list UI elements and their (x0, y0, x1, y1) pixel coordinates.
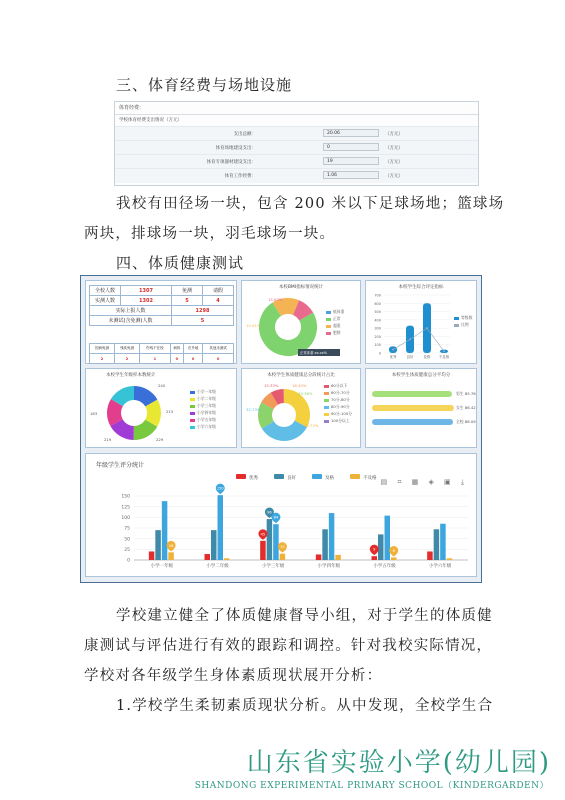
bar (162, 501, 168, 560)
bar (372, 556, 378, 560)
y-tick-label: 125 (121, 505, 130, 511)
score-pct-label: 33.36% (298, 391, 313, 396)
value-bubble-label: 18 (168, 543, 174, 548)
bar (211, 530, 217, 560)
rating-ytick: 300 (374, 326, 381, 331)
rating-category: 良好 (406, 355, 414, 359)
rating-category: 优秀 (389, 355, 397, 359)
fitness-dashboard (80, 275, 482, 583)
untested-subvalue: 0 (184, 354, 203, 364)
section-3-heading: 三、体育经费与场地设施 (116, 76, 293, 94)
exempt-value: 5 (172, 296, 203, 306)
reported-label: 实际上报人数 (90, 306, 172, 316)
row-value-field[interactable]: 0 (323, 143, 379, 151)
bar (168, 552, 174, 560)
form-subtitle: 学校体育经费支出情况（万元） (119, 118, 182, 123)
untested-subvalue: 0 (170, 354, 183, 364)
bar (391, 557, 397, 560)
y-tick-label: 50 (124, 537, 130, 543)
row-label: 支出总额： (233, 132, 256, 137)
untested-subheader: 在外地 (184, 344, 203, 354)
legend-swatch (236, 474, 246, 479)
legend-swatch (350, 474, 360, 479)
grade-count-label: 219 (104, 437, 112, 442)
bar (267, 519, 273, 560)
rating-category: 及格 (423, 355, 431, 359)
bar (280, 554, 286, 560)
score-pct-label: 40.72% (304, 423, 319, 428)
y-tick-label: 150 (121, 494, 130, 500)
school-logo-en: SHANDONG EXPERIMENTAL PRIMARY SCHOOL（KINDERGARDEN） (194, 781, 549, 791)
avg-bar-female (372, 405, 454, 411)
row-unit: （万元） (385, 132, 403, 137)
x-category-label: 小学三年级 (261, 564, 285, 569)
untested-subheader: 伤残不在校 (139, 344, 170, 354)
rating-ytick: 100 (374, 343, 381, 348)
avg-label: 女生 86.42 (456, 405, 476, 410)
legend-swatch (274, 474, 284, 479)
rating-ratio-line (393, 328, 444, 351)
school-logo-cn: 山东省实验小学(幼儿园) (246, 748, 551, 778)
bar (273, 524, 279, 560)
score-pct-label: 16.40% (292, 383, 307, 388)
school-label: 全校人数 (90, 286, 121, 296)
value-bubble-label: 84 (273, 515, 279, 520)
bar (447, 558, 453, 560)
rating-ytick: 0 (378, 351, 381, 356)
rating-ratio-point (409, 338, 411, 340)
score-title: 本校学生体质健康总分段统计占比 (267, 373, 335, 378)
legend-item: 90分-100分 (324, 411, 352, 417)
paragraph-line: 我校有田径场一块，包含 200 米以下足球场地；篮球场 (116, 196, 505, 212)
legend-item: 100分以上 (324, 418, 350, 424)
rating-legend-item: 比例 (454, 322, 469, 328)
reported-value: 1298 (172, 306, 234, 316)
section-4-heading: 四、体质健康测试 (116, 254, 245, 272)
y-tick-label: 0 (127, 558, 130, 564)
paragraph-line: 康测试与评估进行有效的跟踪和调控。针对我校实际情况， (84, 638, 493, 654)
legend-item: 小学五年级 (190, 417, 216, 423)
legend-item: 小学一年级 (190, 389, 216, 395)
rating-legend-item: 等级数 (454, 315, 472, 321)
bmi-tooltip: 正常体重:xx.xx% (300, 351, 328, 355)
grade-count-label: 215 (166, 409, 174, 414)
bar (149, 551, 155, 560)
chart-toolbox[interactable]: ▤ ⌗ ▦ ◈ ▣ ⤓ (380, 478, 468, 486)
paragraph-line: 学校建立健全了体质健康督导小组，对于学生的体质健 (116, 608, 493, 624)
avg-label: 全校 86.09 (456, 419, 476, 424)
rating-ratio-point (392, 349, 394, 351)
rating-panel (365, 280, 477, 364)
x-category-label: 小学五年级 (373, 564, 396, 569)
stats-panel (85, 280, 237, 364)
untested-subheader: 其他未测试 (203, 344, 234, 354)
bar (218, 495, 224, 560)
bmi-pct-label: 10.01% (246, 323, 261, 328)
legend-item: 小学六年级 (190, 424, 216, 430)
grade-score-title: 年级学生评分统计 (96, 462, 145, 469)
bar (316, 554, 322, 560)
x-category-label: 小学二年级 (206, 564, 229, 569)
rating-ratio-point (443, 350, 445, 352)
form-row (115, 154, 478, 169)
bar (205, 554, 211, 560)
school-value: 1307 (121, 286, 172, 296)
x-category-label: 小学一年级 (150, 564, 174, 569)
row-value-field[interactable]: 20.06 (323, 129, 379, 137)
grade-panel (85, 368, 237, 448)
untested-subvalue: 0 (203, 354, 234, 364)
bar (335, 555, 341, 560)
rating-ytick: 400 (374, 318, 381, 323)
legend-item: 小学二年级 (190, 396, 216, 402)
absent-value: 4 (203, 296, 234, 306)
legend-item: 小学四年级 (190, 410, 216, 416)
avg-panel (365, 368, 477, 448)
value-bubble-label: 150 (216, 486, 224, 491)
value-bubble-label: 96 (267, 510, 272, 515)
stats-table (89, 285, 234, 326)
row-unit: （万元） (385, 160, 403, 165)
legend-label: 优秀 (249, 476, 258, 481)
bar (155, 530, 161, 560)
untested-subvalue: 1 (139, 354, 170, 364)
bar (440, 524, 446, 560)
bmi-legend-item: 肥胖 (326, 330, 341, 336)
bmi-title: 本校BMI指标情况统计 (278, 285, 324, 290)
bar (329, 513, 335, 560)
x-category-label: 小学六年级 (428, 564, 452, 569)
score-panel (241, 368, 361, 448)
rating-ytick: 700 (374, 293, 381, 298)
legend-item: 60分以下 (324, 383, 347, 389)
x-category-label: 小学四年级 (317, 564, 341, 569)
bmi-legend-item: 正常 (326, 316, 341, 322)
score-pct-label: 15.33% (264, 383, 279, 388)
legend-label: 良好 (287, 476, 296, 481)
bmi-legend-item: 超重 (326, 323, 341, 329)
grade-count-label: 183 (90, 411, 98, 416)
funding-form (114, 101, 479, 186)
grade-score-panel (85, 453, 477, 577)
grade-title: 本校学生年级样本数统计 (106, 373, 156, 378)
absent-header: 请假 (203, 286, 234, 296)
form-title: 体育经费： (119, 105, 145, 111)
y-tick-label: 25 (124, 547, 130, 553)
bmi-pct-label: 15.63% (268, 297, 283, 302)
bmi-panel (241, 280, 361, 364)
untested-value: 5 (172, 316, 234, 326)
row-label: 体育专项器材建设支出： (206, 160, 256, 165)
untested-breakdown-table (89, 343, 234, 364)
form-row (115, 140, 478, 155)
row-value-field[interactable]: 1.06 (323, 171, 379, 179)
untested-subheader: 因病免测 (90, 344, 115, 354)
legend-label: 及格 (325, 476, 334, 481)
legend-swatch (312, 474, 322, 479)
legend-item: 80分-90分 (324, 404, 350, 410)
bar (378, 534, 384, 560)
rating-ytick: 600 (374, 301, 381, 306)
row-unit: （万元） (385, 146, 403, 151)
untested-subheader: 病休 (170, 344, 183, 354)
bar (260, 541, 266, 560)
paragraph-line: 1.学校学生柔韧素质现状分析。从中发现，全校学生合 (116, 698, 494, 714)
y-tick-label: 75 (124, 526, 130, 532)
paragraph-line: 两块，排球场一块，羽毛球场一块。 (84, 226, 336, 242)
bar (385, 516, 391, 560)
y-tick-label: 100 (121, 515, 130, 521)
grade-count-label: 229 (156, 437, 164, 442)
bar (427, 551, 433, 560)
untested-label: 未测试(含免测)人数 (90, 316, 172, 326)
form-row (115, 168, 478, 183)
value-bubble-label: 15 (280, 545, 285, 550)
rating-title: 本校学生综合评定指标 (398, 285, 444, 290)
legend-item: 小学三年级 (190, 403, 216, 409)
rating-category: 不及格 (438, 355, 450, 359)
avg-bar-male (372, 391, 452, 397)
value-bubble-label: 9 (373, 547, 376, 552)
form-row (115, 126, 478, 141)
row-unit: （万元） (385, 174, 403, 179)
rating-ratio-point (426, 327, 428, 329)
bar (434, 529, 440, 560)
exempt-header: 免测 (172, 286, 203, 296)
row-label: 体育工作经费： (224, 174, 256, 179)
bar (224, 558, 230, 560)
legend-item: 60分-70分 (324, 390, 350, 396)
untested-subvalue: 2 (90, 354, 115, 364)
value-bubble-label: 45 (260, 532, 266, 537)
avg-bar-school (372, 419, 453, 425)
bar (322, 529, 328, 560)
rating-ytick: 200 (374, 334, 381, 339)
avg-label: 男生 85.76 (456, 391, 476, 396)
legend-label: 不及格 (363, 476, 377, 481)
row-label: 体育场地建设支出： (215, 146, 256, 151)
avg-title: 本校学生体质健康总分平均分 (391, 373, 451, 378)
grade-score-chart (86, 454, 478, 578)
paragraph-line: 学校对各年级学生身体素质现状展开分析： (84, 668, 383, 684)
grade-count-label: 240 (158, 383, 166, 388)
untested-subvalue: 2 (114, 354, 139, 364)
rating-ytick: 500 (374, 310, 381, 315)
bmi-legend-item: 低体重 (326, 309, 344, 315)
untested-subheader: 残疾免测 (114, 344, 139, 354)
score-pct-label: 32.73% (246, 407, 261, 412)
tested-label: 实测人数 (90, 296, 121, 306)
legend-item: 70分-80分 (324, 397, 350, 403)
tested-value: 1302 (121, 296, 172, 306)
row-value-field[interactable]: 19 (323, 157, 379, 165)
value-bubble-label: 6 (392, 548, 395, 553)
